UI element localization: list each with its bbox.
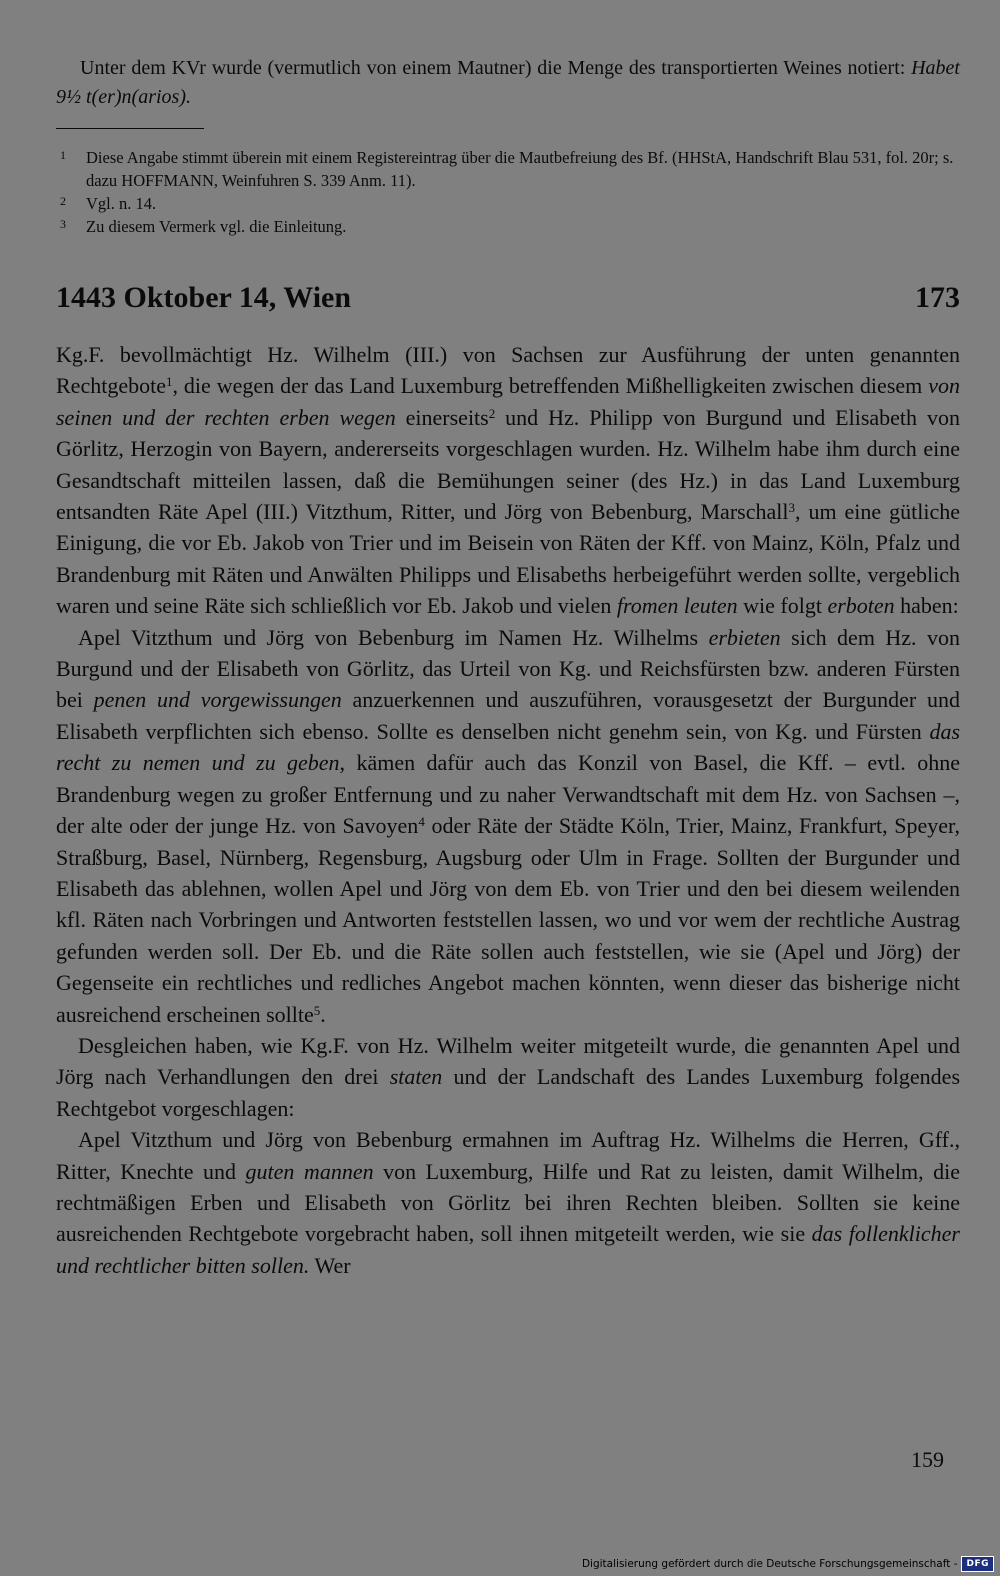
footnote-ref: 5 [313,1002,321,1018]
quoted-phrase: penen und vorgewissungen [93,687,342,713]
text-run: oder Räte der Städte Köln, Trier, Mainz, Frankfurt, Speyer, Straßburg, Basel, Nürnberg, Regensburg, Augsburg oder Ulm in Frage. Sollten der Burgunder und Elisabeth das ablehnen, wollen Apel und Jörg von dem Eb. von Trier und den bei diesem weilenden kfl. Räten nach Vorbringen und Antworten feststellen lassen, wo und vor wem der rechtliche Austrag gefunden werden soll. Der Eb. und die Räte sollen auch feststellen, wie sie (Apel und Jörg) der Gegenseite ein rechtliches und redliches Angebot machen könnten, wenn dieser das bisherige nicht ausreichend erscheinen sollte [56,813,960,1027]
footnote-number: 2 [60,194,66,208]
body-paragraph-4 [56,1124,960,1281]
quoted-phrase: von seinen und der rechten erben wegen [56,373,960,430]
text-run: sich dem Hz. von Burgund und der Elisabeth von Görlitz, das Urteil von Kg. und Reichsfürsten bzw. anderen Fürsten bei [56,624,961,713]
footnote-text: Zu diesem Vermerk vgl. die Einleitung. [86,217,347,236]
quoted-phrase: erboten [827,593,895,619]
text-run: . [320,1001,326,1027]
text-run: anzuerkennen und auszuführen, vorausgesetzt der Burgunder und Elisabeth verpflichten sich ebenso. Sollte es denselben nicht genehm sein, von Kg. und Fürsten [56,687,960,744]
body-paragraph-2 [56,622,960,1030]
intro-text: Unter dem KVr wurde (vermutlich von einem Mautner) die Menge des transportierten Weines notiert: [80,57,912,79]
text-run: Apel Vitzthum und Jörg von Bebenburg im Namen Hz. Wilhelms [78,624,709,650]
text-run: und Hz. Philipp von Burgund und Elisabeth von Görlitz, Herzogin von Bayern, andererseits vorgeschlagen wurden. Hz. Wilhelm habe ihm durch eine Gesandtschaft mitteilen lassen, daß die Bemühungen seiner (des Hz.) in das Land Luxemburg entsandten Räte Apel (III.) Vitzthum, Ritter, und Jörg von Bebenburg, Marschall [56,404,960,525]
text-run: , um eine gütliche Einigung, die vor Eb. Jakob von Trier und im Beisein von Räten der Kff. von Mainz, Köln, Pfalz und Brandenburg mit Räten und Anwälten Philipps und Elisabeths herbeigeführt werden sollte, vergeblich waren und seine Räte sich schließlich vor Eb. Jakob und vielen [56,499,960,619]
footnote [56,215,960,238]
text-run: , die wegen der das Land Luxemburg betreffenden Mißhelligkeiten zwischen diesem [172,373,929,399]
footnote [56,146,960,192]
text-run: und der Landschaft des Landes Luxemburg folgendes Rechtgebot vorgeschlagen: [56,1064,961,1121]
intro-paragraph [56,54,960,112]
footnote-number: 1 [60,148,66,162]
text-run: einerseits [395,404,489,430]
digitization-credit [582,1556,994,1572]
document-header [56,280,960,316]
text-run: wie folgt [737,593,828,619]
footnote-ref: 2 [488,405,496,421]
quoted-phrase: guten mannen [245,1158,374,1184]
text-run: Desgleichen haben, wie Kg.F. von Hz. Wilhelm weiter mitgeteilt wurde, die genannten Apel und Jörg nach Verhandlungen den drei [56,1032,960,1090]
text-run: haben: [894,593,959,619]
text-run: Apel Vitzthum und Jörg von Bebenburg ermahnen im Auftrag Hz. Wilhelms die Herren, Gff., Ritter, Knechte und [56,1127,960,1184]
quoted-phrase: das recht zu nemen und zu geben [56,718,960,776]
footnote-text: Vgl. n. 14. [86,194,157,213]
document-title: 1443 Oktober 14, Wien [56,281,352,314]
page-number: 159 [911,1447,944,1472]
footnote-ref: 4 [418,814,425,830]
body-paragraph-1 [56,339,960,622]
footnote [56,192,960,215]
footnote-divider [56,128,204,129]
quoted-phrase: staten [389,1064,443,1090]
quoted-phrase: erbieten [708,624,781,650]
credit-text: Digitalisierung gefördert durch die Deutsche Forschungsgemeinschaft - [581,1558,958,1570]
footnote-ref: 1 [165,374,173,390]
footnote-text: Diese Angabe stimmt überein mit einem Registereintrag über die Mautbefreiung des Bf. (HHStA, Handschrift Blau 531, fol. 20r; s. dazu HOFFMANN, Weinfuhren S. 339 Anm. 11). [86,148,954,190]
document-number: 173 [915,281,960,314]
footnote-ref: 3 [788,500,795,516]
quoted-phrase: das follenklicher und rechtlicher bitten sollen. [56,1221,960,1278]
body-paragraph-3 [56,1030,960,1124]
footnote-number: 3 [60,217,66,231]
footnotes [56,146,960,238]
dfg-logo: DFG [961,1556,994,1572]
text-run: Wer [309,1252,351,1278]
intro-italic: Habet 9½ t(er)n(arios). [56,57,960,108]
text-run: Kg.F. bevollmächtigt Hz. Wilhelm (III.) von Sachsen zur Ausführung der unten genannten Rechtgebote [56,342,960,399]
text-run: von Luxemburg, Hilfe und Rat zu leisten, damit Wilhelm, die rechtmäßigen Erben und Elisabeth von Görlitz bei ihren Rechten bleiben. Sollten sie keine ausreichenden Rechtgebote vorgebracht haben, soll ihnen mitgeteilt werden, wie sie [56,1158,961,1247]
quoted-phrase: fromen leuten [616,593,738,619]
document-body [56,339,960,1281]
text-run: , kämen dafür auch das Konzil von Basel, die Kff. – evtl. ohne Brandenburg wegen zu großer Entfernung und zu naher Verwandtschaft mit dem Hz. von Sachsen –, der alte oder der junge Hz. von Savoyen [56,750,960,839]
